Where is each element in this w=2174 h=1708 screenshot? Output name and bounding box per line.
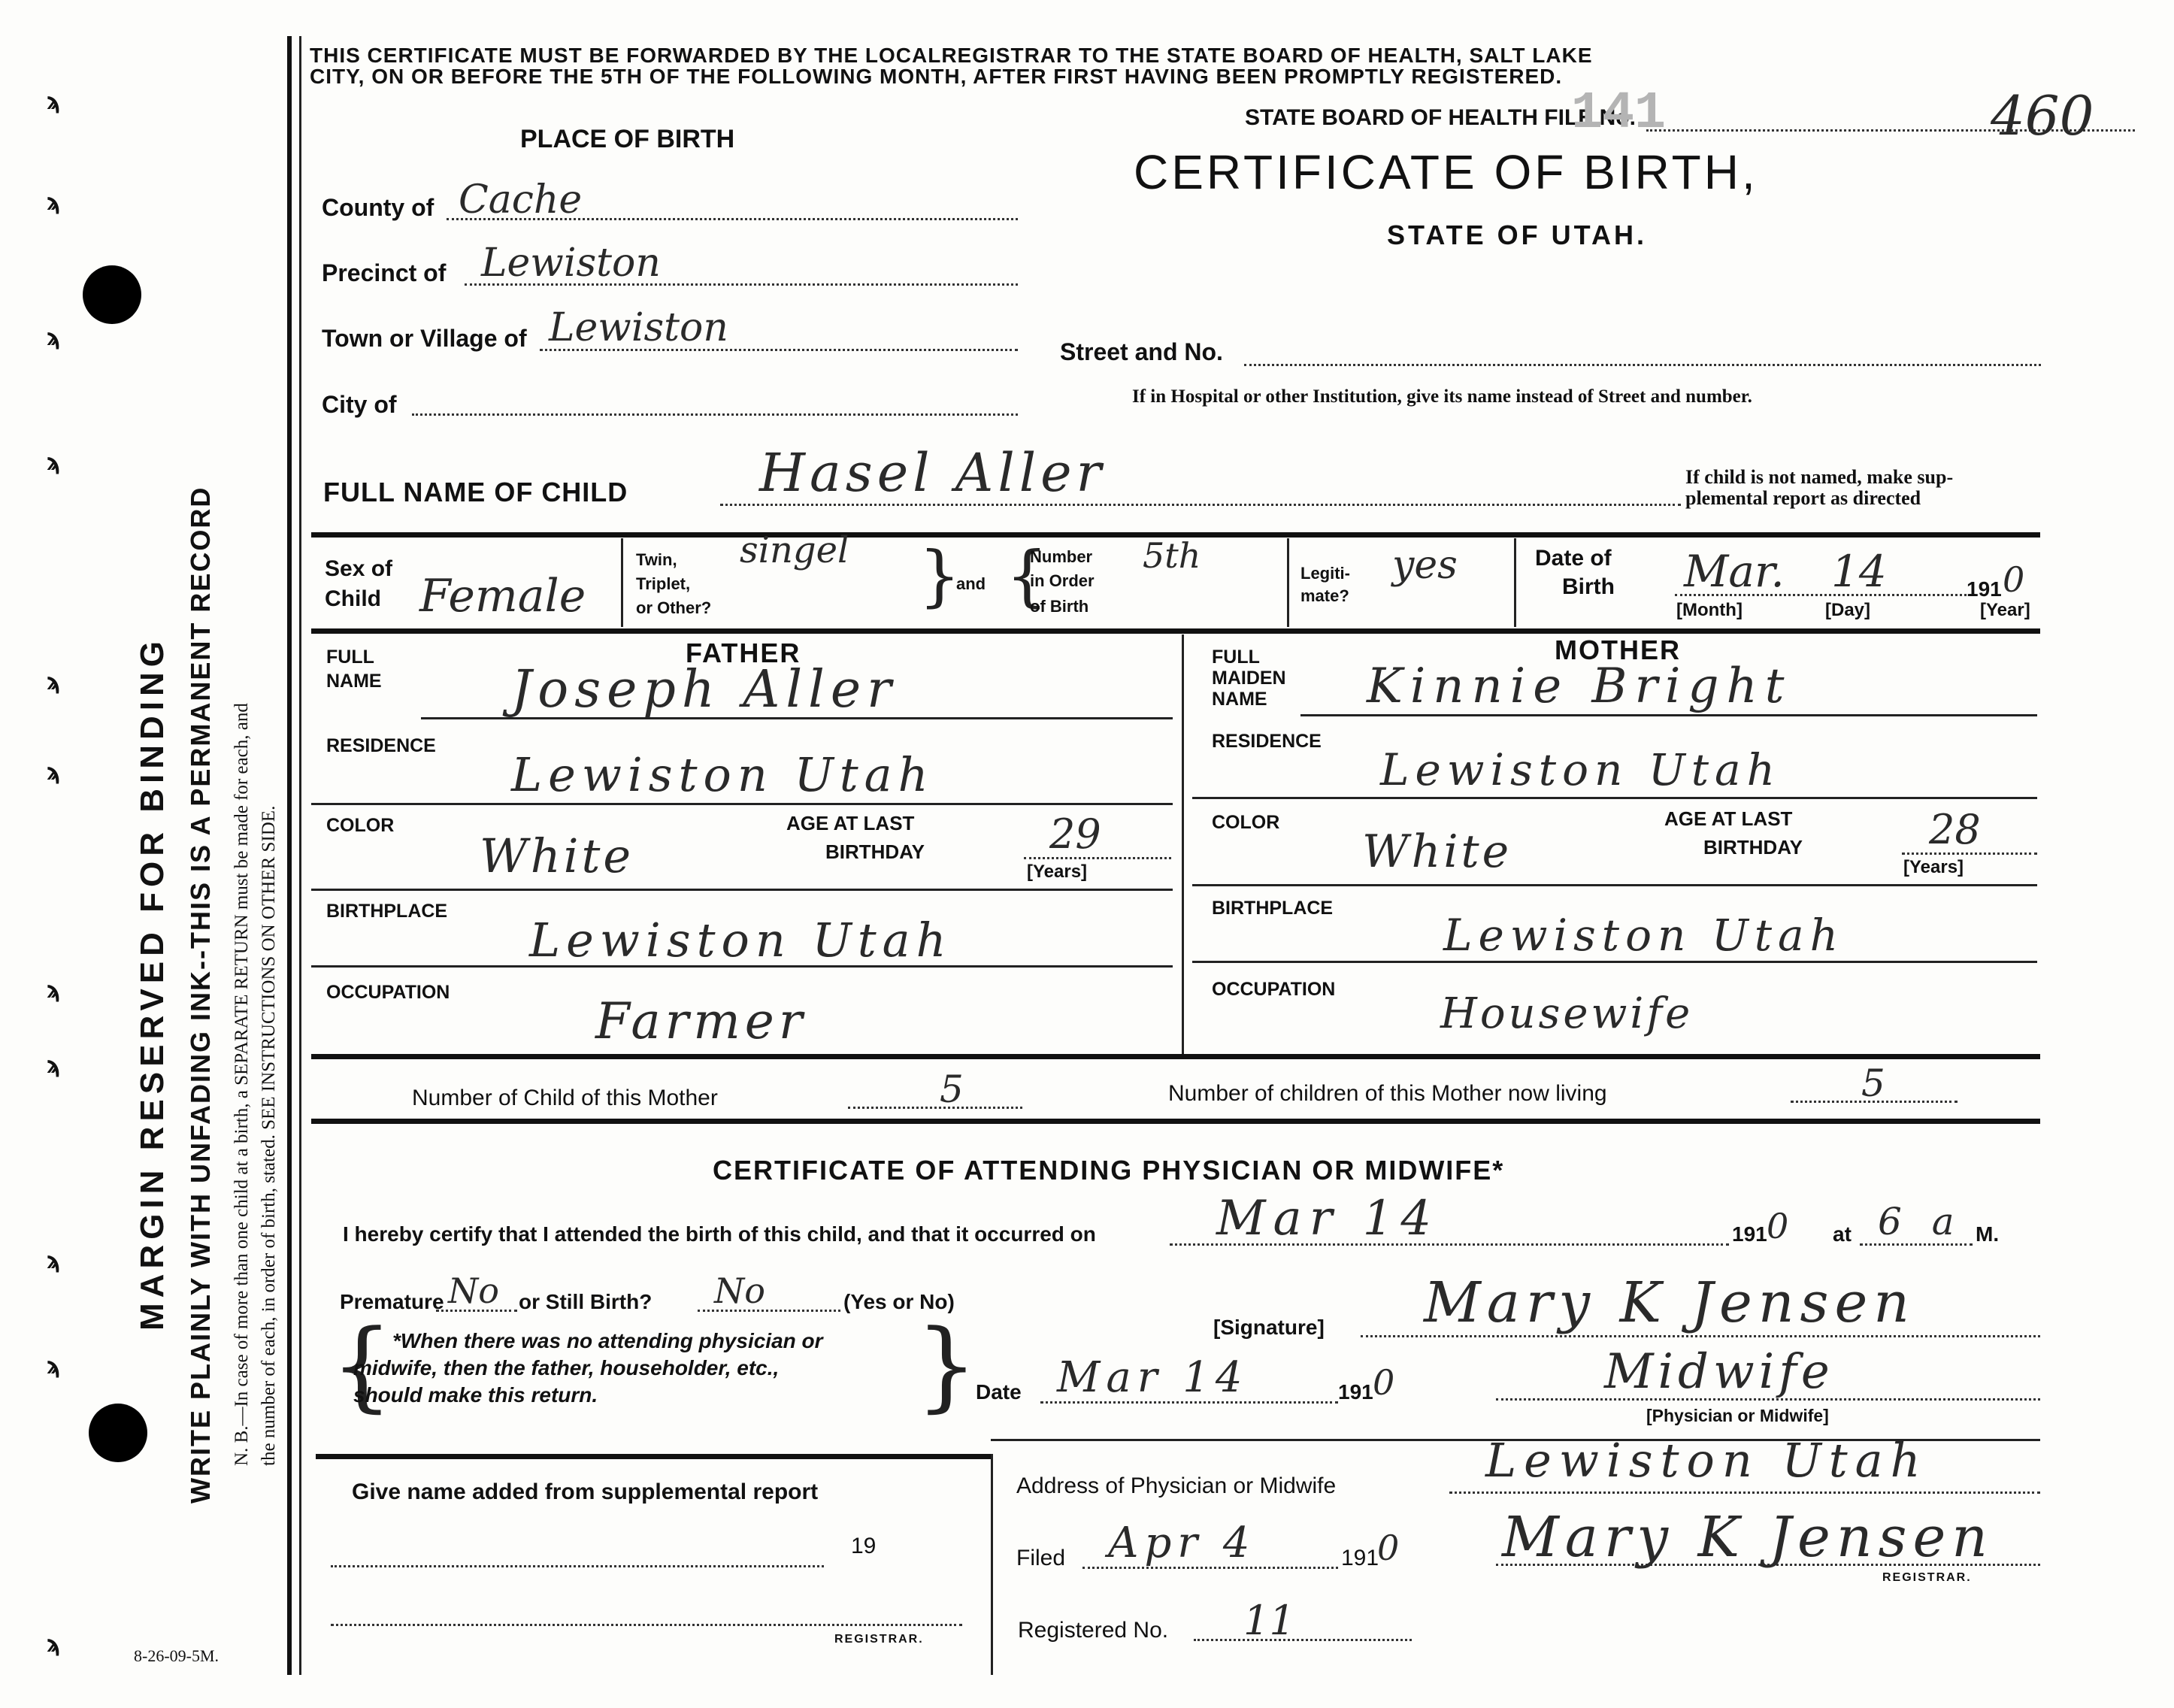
mother-color-value: White (1362, 825, 1512, 878)
binding-mark-icon: ϡ (47, 1631, 61, 1658)
header-notice-line2: CITY, ON OR BEFORE THE 5TH OF THE FOLLOWING MONTH, AFTER FIRST HAVING BEEN PROMPTLY REGISTERED. (310, 65, 1563, 88)
dob-label-2: Birth (1562, 574, 1615, 599)
title-value: Midwife (1604, 1344, 1834, 1400)
footnote-line3: should make this return. (353, 1383, 598, 1407)
father-age-label-1: AGE AT LAST (786, 812, 915, 834)
binding-mark-icon: ϡ (47, 1052, 61, 1079)
premature-value: No (448, 1270, 499, 1311)
supplemental-box-top (316, 1454, 992, 1459)
mother-years-caption: [Years] (1903, 857, 1964, 877)
mother-residence-value: Lewiston Utah (1380, 744, 1781, 795)
day-caption: [Day] (1825, 600, 1871, 620)
father-color-line (311, 889, 1173, 891)
mother-full-label-2: MAIDEN (1212, 668, 1286, 689)
dob-day-value: 14 (1831, 546, 1887, 597)
occurred-date-value: Mar 14 (1216, 1191, 1440, 1246)
legit-value: yes (1392, 543, 1458, 588)
file-no-handwritten: 460 (1991, 84, 2094, 147)
father-birthplace-value: Lewiston Utah (529, 913, 952, 968)
divider (1514, 538, 1516, 627)
twin-label-2: Triplet, (636, 574, 691, 593)
binding-mark-icon: ϡ (47, 669, 61, 695)
m-label: M. (1976, 1222, 2000, 1246)
divider (621, 538, 623, 627)
form-left-border-inner (299, 36, 301, 1675)
month-caption: [Month] (1676, 600, 1743, 620)
form-code: 8-26-09-5M. (134, 1646, 220, 1665)
registered-line (1194, 1639, 1412, 1641)
brace: { (331, 1308, 393, 1422)
binding-mark-icon: ϡ (47, 1248, 61, 1274)
mother-birthplace-line (1192, 961, 2037, 963)
father-color-label: COLOR (326, 815, 395, 836)
father-residence-value: Lewiston Utah (511, 747, 934, 802)
legit-label-2: mate? (1300, 586, 1349, 605)
stillbirth-label: or Still Birth? (519, 1290, 653, 1313)
street-line (1244, 364, 2041, 366)
mother-color-label: COLOR (1212, 812, 1280, 833)
binding-mark-icon: ϡ (47, 189, 61, 216)
filed-year-printed: 191 (1341, 1546, 1379, 1570)
father-name-value: Joseph Aller (511, 660, 898, 719)
twin-value: singel (740, 529, 849, 571)
supplemental-box-right (991, 1454, 993, 1675)
father-heading: FATHER (686, 637, 801, 668)
place-of-birth-heading: PLACE OF BIRTH (520, 125, 735, 153)
supplemental-name-line (331, 1565, 824, 1567)
stillbirth-value: No (714, 1270, 765, 1311)
permanent-record-text: WRITE PLAINLY WITH UNFADING INK--THIS IS A PERMANENT RECORD (185, 486, 216, 1504)
at-label: at (1833, 1222, 1852, 1246)
form-left-border (287, 36, 292, 1675)
certificate-title: CERTIFICATE OF BIRTH, (1134, 145, 1758, 199)
county-label: County of (322, 194, 434, 221)
supplemental-note-2: plemental report as directed (1685, 487, 1921, 509)
twin-label-1: Twin, (636, 550, 677, 569)
father-birthplace-line (311, 965, 1173, 968)
father-full-label-2: NAME (326, 671, 382, 692)
rule-below-child-row (311, 628, 2040, 634)
mother-occupation-label: OCCUPATION (1212, 979, 1336, 1000)
binding-mark-icon: ϡ (47, 325, 61, 351)
supplemental-label: Give name added from supplemental report (352, 1479, 819, 1504)
mother-heading: MOTHER (1555, 634, 1681, 665)
precinct-label: Precinct of (322, 259, 447, 286)
date-year-hand: 0 (1373, 1362, 1395, 1403)
city-label: City of (322, 391, 397, 418)
father-age-label-2: BIRTHDAY (825, 840, 925, 863)
file-no-stamp: 141 (1571, 84, 1667, 144)
binding-mark-icon: ϡ (47, 89, 61, 115)
street-label: Street and No. (1060, 338, 1223, 365)
address-label: Address of Physician or Midwife (1016, 1473, 1337, 1498)
state-title: STATE OF UTAH. (1387, 220, 1647, 250)
mother-color-line (1192, 884, 2037, 886)
footnote-line1: *When there was no attending physician or (392, 1329, 823, 1352)
address-line (1449, 1491, 2040, 1494)
child-name-label: FULL NAME OF CHILD (323, 477, 628, 507)
dob-year-hand: 0 (2003, 559, 2025, 600)
town-value: Lewiston (549, 305, 728, 350)
rule-below-parents (311, 1054, 2040, 1059)
certify-text: I hereby certify that I attended the birth of this child, and that it occurred on (343, 1222, 1096, 1246)
binding-margin-text: MARGIN RESERVED FOR BINDING (134, 635, 171, 1331)
dob-month-value: Mar. (1684, 546, 1785, 597)
punch-hole (89, 1404, 147, 1462)
parents-divider (1182, 634, 1184, 1055)
sex-value: Female (419, 570, 586, 622)
father-residence-line (311, 803, 1173, 805)
binding-mark-icon: ϡ (47, 759, 61, 786)
time-value: 6 a (1878, 1200, 1964, 1243)
order-label-3: of Birth (1030, 597, 1089, 616)
brace: } (919, 537, 961, 614)
precinct-value: Lewiston (481, 241, 661, 286)
dob-year-printed: 191 (1967, 577, 2002, 601)
yes-no-label: (Yes or No) (843, 1290, 955, 1313)
mother-occupation-value: Housewife (1440, 989, 1694, 1038)
registered-value: 11 (1243, 1597, 1295, 1644)
mother-residence-line (1192, 797, 2037, 799)
child-name-line (720, 504, 1681, 506)
mother-residence-label: RESIDENCE (1212, 731, 1322, 752)
father-age-value: 29 (1049, 810, 1101, 858)
supplemental-year: 19 (851, 1534, 877, 1558)
and-label: and (956, 574, 986, 593)
father-occupation-label: OCCUPATION (326, 982, 450, 1003)
order-label-2: in Order (1030, 571, 1095, 590)
filed-value: Apr 4 (1108, 1519, 1256, 1567)
occurred-year-hand: 0 (1767, 1206, 1789, 1246)
filed-year-hand: 0 (1377, 1528, 1400, 1568)
order-label-1: Number (1030, 547, 1093, 566)
sex-label-2: Child (325, 586, 381, 611)
title-caption: [Physician or Midwife] (1646, 1406, 1829, 1425)
sex-label-1: Sex of (325, 556, 393, 581)
occurred-year-printed: 191 (1732, 1222, 1767, 1246)
date-value: Mar 14 (1057, 1353, 1249, 1402)
registrar-signature: Mary K Jensen (1502, 1505, 1994, 1570)
brace: } (916, 1308, 978, 1422)
registrar-caption: REGISTRAR. (1882, 1571, 1972, 1584)
mother-birthplace-value: Lewiston Utah (1443, 910, 1844, 961)
header-notice-line1: THIS CERTIFICATE MUST BE FORWARDED BY THE LOCALREGISTRAR TO THE STATE BOARD OF HEALTH, SALT LAKE (310, 44, 1593, 67)
date-year-printed: 191 (1338, 1380, 1373, 1404)
filed-label: Filed (1016, 1546, 1066, 1570)
nb-note-line2: the number of each, in order of birth, stated. SEE INSTRUCTIONS ON OTHER SIDE. (259, 805, 279, 1466)
mother-full-label-3: NAME (1212, 689, 1267, 710)
mother-age-label-1: AGE AT LAST (1664, 807, 1793, 830)
father-residence-label: RESIDENCE (326, 735, 436, 756)
father-color-value: White (480, 828, 634, 883)
mother-name-line (1300, 714, 2037, 716)
twin-label-3: or Other? (636, 598, 712, 617)
punch-hole (83, 265, 141, 324)
mother-age-label-2: BIRTHDAY (1703, 836, 1803, 859)
divider (1287, 538, 1289, 627)
supplemental-note-1: If child is not named, make sup- (1685, 466, 1954, 488)
supplemental-registrar-line (331, 1624, 962, 1626)
signature-value: Mary K Jensen (1424, 1270, 1915, 1335)
physician-heading: CERTIFICATE OF ATTENDING PHYSICIAN OR MIDWIFE* (713, 1155, 1505, 1186)
mother-full-label-1: FULL (1212, 647, 1260, 668)
child-of-mother-label: Number of Child of this Mother (412, 1086, 718, 1110)
legit-label-1: Legiti- (1300, 564, 1350, 583)
signature-label: [Signature] (1213, 1316, 1325, 1339)
child-name-value: Hasel Aller (759, 442, 1106, 504)
father-full-label-1: FULL (326, 647, 374, 668)
mother-age-value: 28 (1929, 806, 1981, 853)
child-of-mother-line (848, 1107, 1022, 1109)
signature-line (1361, 1335, 2040, 1337)
father-occupation-value: Farmer (595, 992, 807, 1050)
binding-mark-icon: ϡ (47, 450, 61, 476)
city-line (412, 413, 1018, 416)
registered-label: Registered No. (1018, 1618, 1169, 1643)
year-caption: [Year] (1980, 600, 2030, 620)
mother-name-value: Kinnie Bright (1367, 659, 1792, 714)
father-birthplace-label: BIRTHPLACE (326, 901, 448, 922)
nb-note-line1: N. B.—In case of more than one child at a birth, a SEPARATE RETURN must be made for each, and (232, 703, 252, 1466)
child-of-mother-value: 5 (940, 1068, 964, 1111)
premature-label: Premature (340, 1290, 444, 1313)
brace: { (1006, 537, 1048, 614)
binding-mark-icon: ϡ (47, 977, 61, 1004)
address-value: Lewiston Utah (1485, 1433, 1928, 1488)
hospital-note: If in Hospital or other Institution, give its name instead of Street and number. (1132, 386, 1752, 407)
rule-above-physician (311, 1119, 2040, 1124)
footnote-line2: midwife, then the father, householder, etc., (353, 1356, 780, 1379)
order-value: 5th (1143, 535, 1201, 576)
living-value: 5 (1861, 1061, 1885, 1105)
time-line (1860, 1243, 1973, 1246)
living-label: Number of children of this Mother now living (1168, 1081, 1607, 1106)
binding-mark-icon: ϡ (47, 1353, 61, 1379)
dob-label-1: Date of (1535, 546, 1612, 571)
father-name-line (421, 717, 1173, 719)
town-label: Town or Village of (322, 325, 527, 352)
file-no-label: STATE BOARD OF HEALTH FILE No. (1245, 105, 1636, 130)
mother-birthplace-label: BIRTHPLACE (1212, 898, 1334, 919)
father-years-caption: [Years] (1027, 862, 1088, 882)
date-label: Date (976, 1380, 1022, 1404)
county-value: Cache (459, 177, 583, 223)
supplemental-registrar-caption: REGISTRAR. (834, 1633, 924, 1646)
